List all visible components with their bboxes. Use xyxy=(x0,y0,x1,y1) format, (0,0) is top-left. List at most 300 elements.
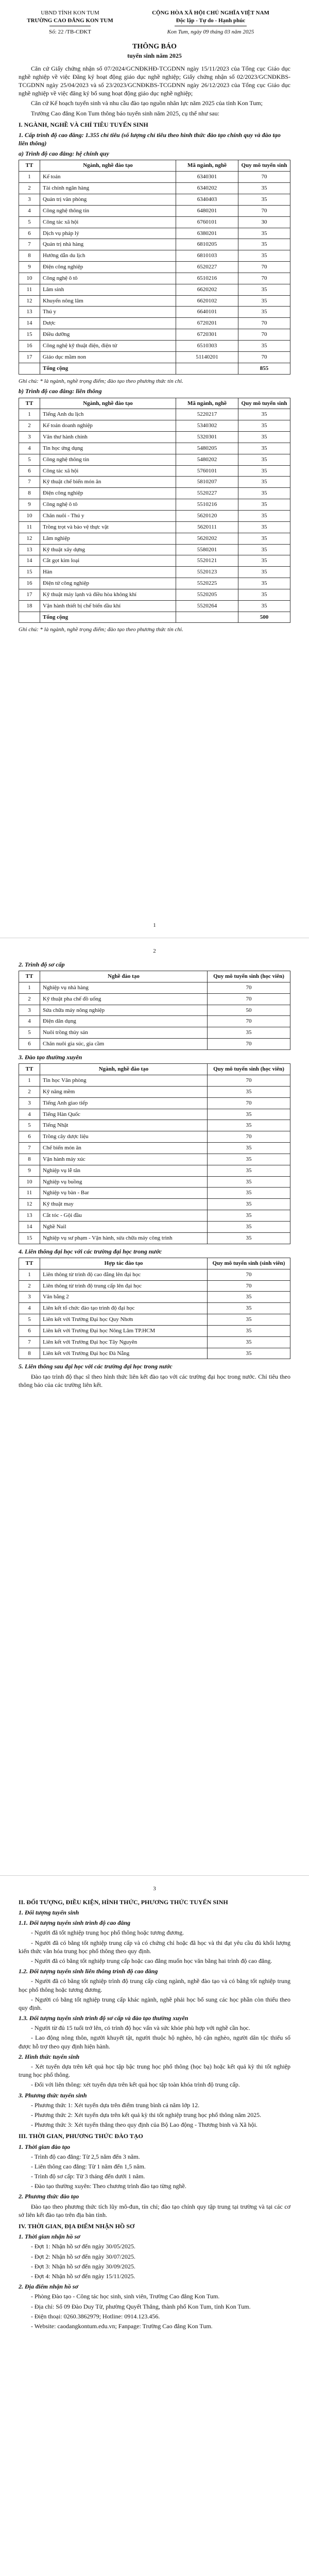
table-cell: Nghiệp vụ bàn - Bar xyxy=(40,1188,208,1199)
table-cell: Kế toán xyxy=(40,172,176,183)
table-cell: 4 xyxy=(19,1109,40,1120)
table-row xyxy=(19,1016,290,1027)
table-cell: 35 xyxy=(208,1109,290,1120)
intro-paragraph: Trường Cao đẳng Kon Tum thông báo tuyển sinh năm 2025, cụ thể như sau: xyxy=(31,109,219,117)
issuer-name: TRƯỜNG CAO ĐẲNG KON TUM xyxy=(27,17,113,24)
table-cell: 10 xyxy=(19,273,40,284)
table-cell: 6760101 xyxy=(176,216,238,228)
table-row xyxy=(19,982,290,993)
table-cell: Liên kết với Trường Đại học Tây Nguyên xyxy=(40,1336,208,1348)
table-cell: Vận hành thiết bị chế biến dầu khí xyxy=(40,600,176,612)
column-header: Hợp tác đào tạo xyxy=(40,1258,208,1269)
table-cell: 5520227 xyxy=(176,488,238,499)
table-cell: 855 xyxy=(238,363,290,374)
table-cell: Chăn nuôi - Thú y xyxy=(40,510,176,521)
table-cell: 35 xyxy=(238,432,290,443)
table-row xyxy=(19,250,290,262)
table-row xyxy=(19,329,290,341)
table-row xyxy=(19,521,290,533)
table-cell: 6340403 xyxy=(176,194,238,206)
table-body xyxy=(19,982,290,1049)
table-cell: Trồng trọt và bảo vệ thực vật xyxy=(40,521,176,533)
list-item: - Đợt 2: Nhận hồ sơ đến ngày 30/07/2025. xyxy=(31,2252,136,2260)
table-cell: 15 xyxy=(19,1232,40,1244)
list-item: - Phương thức 2: Xét tuyển dựa trên kết quả kỳ thi tốt nghiệp trung học phổ thông năm 2025. xyxy=(31,2111,262,2119)
subsection-heading: 3. Đào tạo thường xuyên xyxy=(19,1053,82,1061)
table-cell: Quản trị văn phòng xyxy=(40,194,176,206)
table-cell: 17 xyxy=(19,589,40,600)
table-row xyxy=(19,172,290,183)
table-cell: Kỹ thuật chế biến món ăn xyxy=(40,477,176,488)
table-cell: Tài chính ngân hàng xyxy=(40,183,176,194)
table-row xyxy=(19,295,290,307)
table-cell: 70 xyxy=(208,1039,290,1050)
table-cell: 35 xyxy=(208,1336,290,1348)
table-row xyxy=(19,589,290,600)
table-body xyxy=(19,409,290,623)
table-cell: Tiếng Anh du lịch xyxy=(40,409,176,420)
list-item: - Người đã có bằng tốt nghiệp trung cấp và có chứng chỉ hoặc đã học và thi đạt yêu cầu đủ khối lượng kiến thức văn hóa trung học phổ thông theo quy định. xyxy=(19,1939,290,1955)
table-cell: 35 xyxy=(238,600,290,612)
table-cell: Tổng cộng xyxy=(40,612,176,623)
table-cell: 51140201 xyxy=(176,351,238,363)
table-cell: 5220217 xyxy=(176,409,238,420)
table-cell: 70 xyxy=(238,318,290,329)
subsection-heading: 1. Thời gian đào tạo xyxy=(19,2143,71,2150)
table-cell xyxy=(19,612,40,623)
table-row xyxy=(19,1314,290,1326)
table-row xyxy=(19,533,290,544)
subsection-heading: 1.2. Đối tượng tuyển sinh liên thông trình độ cao đẳng xyxy=(19,1968,158,1975)
list-item: - Phòng Đào tạo - Công tác học sinh, sinh viên, Trường Cao đẳng Kon Tum. xyxy=(31,2293,220,2300)
table-cell: 9 xyxy=(19,499,40,511)
subsection-heading: 2. Hình thức tuyển sinh xyxy=(19,2053,80,2060)
table-cell: 70 xyxy=(238,262,290,273)
table-cell: 35 xyxy=(238,578,290,589)
table-row xyxy=(19,1303,290,1314)
table-row xyxy=(19,409,290,420)
table-university xyxy=(19,1258,290,1360)
table-cell: Chăn nuôi gia súc, gia cầm xyxy=(40,1039,208,1050)
column-header: TT xyxy=(19,160,40,172)
table-cell: 35 xyxy=(238,250,290,262)
doc-title: THÔNG BÁO xyxy=(132,42,177,50)
issuer-parent: UBND TỈNH KON TUM xyxy=(41,10,99,16)
table-cell: 18 xyxy=(19,600,40,612)
table-cell: 8 xyxy=(19,1154,40,1165)
table-cell: 35 xyxy=(208,1292,290,1303)
table-cell: 1 xyxy=(19,1075,40,1086)
table-row xyxy=(19,510,290,521)
table-cell: 7 xyxy=(19,239,40,250)
table-row xyxy=(19,1232,290,1244)
table-cell: 14 xyxy=(19,318,40,329)
table-cell: 5 xyxy=(19,216,40,228)
table-cell: 17 xyxy=(19,351,40,363)
column-header: TT xyxy=(19,971,40,982)
table-row xyxy=(19,499,290,511)
table-cell: Tin học ứng dụng xyxy=(40,443,176,454)
table-cell: Công nghệ ô tô xyxy=(40,499,176,511)
table-cell: 5340302 xyxy=(176,420,238,432)
table-cell: Công nghệ thông tin xyxy=(40,205,176,216)
table-cell: Dịch vụ pháp lý xyxy=(40,228,176,239)
page-2 xyxy=(0,938,309,1876)
table-row xyxy=(19,477,290,488)
list-item: - Đợt 4: Nhận hồ sơ đến ngày 15/11/2025. xyxy=(31,2272,135,2280)
table-cell: 11 xyxy=(19,521,40,533)
table-cell: Giáo dục mầm non xyxy=(40,351,176,363)
table-row xyxy=(19,1005,290,1016)
page-1 xyxy=(0,0,309,938)
table-cell: 13 xyxy=(19,1210,40,1222)
table-cell: Công nghệ kỹ thuật điện, điện tử xyxy=(40,340,176,351)
table-cell: 35 xyxy=(238,340,290,351)
subsection-heading: 1.3. Đối tượng tuyển sinh trình độ sơ cấp và đào tạo thường xuyên xyxy=(19,2014,188,2022)
table-cell: 1 xyxy=(19,172,40,183)
table-cell: 35 xyxy=(238,454,290,465)
table-cell: Lâm sinh xyxy=(40,284,176,295)
table-cell: Nghề Nail xyxy=(40,1221,208,1232)
table-cell: 6720301 xyxy=(176,329,238,341)
table-row xyxy=(19,1086,290,1097)
subsection-heading: b) Trình độ cao đẳng: liên thông xyxy=(19,387,102,395)
table-note: Ghi chú: * là ngành, nghề trọng điểm; đào tạo theo phương thức tín chỉ. xyxy=(19,378,183,384)
table-cell: Nghiệp vụ nhà hàng xyxy=(40,982,208,993)
table-row xyxy=(19,183,290,194)
table-cell: 500 xyxy=(238,612,290,623)
table-cell: 12 xyxy=(19,1199,40,1210)
table-cell: 7 xyxy=(19,1143,40,1154)
table-row xyxy=(19,454,290,465)
paragraph: Đào tạo theo phương thức tích lũy mô-đun, tín chỉ; đào tạo chính quy tập trung tại trường và tại các cơ sở liên kết đào tạo trên địa bàn tỉnh. xyxy=(19,2202,290,2218)
table-row xyxy=(19,612,290,623)
table-cell: 4 xyxy=(19,443,40,454)
table-cell: 70 xyxy=(208,1269,290,1280)
table-row xyxy=(19,1109,290,1120)
table-cell: Cắt gọt kim loại xyxy=(40,555,176,567)
table-cell: 13 xyxy=(19,544,40,555)
table-continuing xyxy=(19,1063,290,1244)
table-cell: 5 xyxy=(19,1027,40,1039)
table-cell: 35 xyxy=(238,589,290,600)
table-body xyxy=(19,1075,290,1244)
table-cell: 35 xyxy=(238,555,290,567)
table-cell: 35 xyxy=(238,409,290,420)
subsection-heading: 5. Liên thông sau đại học với các trường đại học trong nước xyxy=(19,1363,173,1370)
table-cell: Liên kết tổ chức đào tạo trình độ đại học xyxy=(40,1303,208,1314)
table-cell: 2 xyxy=(19,993,40,1005)
list-item: - Người đã có bằng tốt nghiệp trình độ trung cấp cùng ngành, nghề đào tạo và có bằng tốt nghiệp trung học phổ thông hoặc tương đương. xyxy=(19,1977,290,1993)
table-cell: Trồng cây dược liệu xyxy=(40,1131,208,1143)
column-header: Ngành, nghề đào tạo xyxy=(40,1064,208,1075)
table-row xyxy=(19,1075,290,1086)
list-item: - Người có bằng tốt nghiệp trung cấp khác ngành, nghề phải học bổ sung các học phần còn thiếu theo quy định. xyxy=(19,1995,290,2011)
table-cell: Chế biến món ăn xyxy=(40,1143,208,1154)
table-row xyxy=(19,1336,290,1348)
table-cell: 7 xyxy=(19,477,40,488)
table-row xyxy=(19,307,290,318)
table-cell: 35 xyxy=(208,1314,290,1326)
table-cell: 70 xyxy=(208,982,290,993)
table-cell: 11 xyxy=(19,284,40,295)
table-cell: 35 xyxy=(208,1303,290,1314)
list-item: - Điện thoại: 0260.3862979; Hotline: 0914.123.456. xyxy=(31,2312,160,2320)
table-cell: Tiếng Nhật xyxy=(40,1120,208,1131)
table-cell: Công tác xã hội xyxy=(40,216,176,228)
table-cell: Kỹ năng mềm xyxy=(40,1086,208,1097)
table-cell: 5 xyxy=(19,1314,40,1326)
table-cell: 6810205 xyxy=(176,239,238,250)
table-cell: 5320301 xyxy=(176,432,238,443)
table-cell: 70 xyxy=(238,329,290,341)
table-cell: 6 xyxy=(19,465,40,477)
page-3 xyxy=(0,1875,309,2576)
list-item: - Người đã tốt nghiệp trung học phổ thông hoặc tương đương. xyxy=(31,1929,184,1937)
subsection-heading: 3. Phương thức tuyển sinh xyxy=(19,2091,87,2099)
table-cell: 70 xyxy=(208,1075,290,1086)
table-cell: 15 xyxy=(19,329,40,341)
table-cell: 35 xyxy=(208,1176,290,1188)
list-item: - Đối với liên thông: xét tuyển dựa trên kết quả học tập toàn khóa trình độ trung cấp. xyxy=(31,2081,240,2089)
table-elementary xyxy=(19,971,290,1050)
table-cell: 3 xyxy=(19,432,40,443)
table-cell: 2 xyxy=(19,1280,40,1292)
table-cell: 7 xyxy=(19,1336,40,1348)
table-cell: 35 xyxy=(238,295,290,307)
table-cell: Tổng cộng xyxy=(40,363,176,374)
table-cell: 35 xyxy=(238,284,290,295)
table-cell: 70 xyxy=(208,993,290,1005)
table-row xyxy=(19,488,290,499)
table-cell: 35 xyxy=(238,194,290,206)
column-header: TT xyxy=(19,1064,40,1075)
table-cell: Hàn xyxy=(40,567,176,578)
table-cell: Tin học Văn phòng xyxy=(40,1075,208,1086)
table-cell: Kỹ thuật máy lạnh và điều hòa không khí xyxy=(40,589,176,600)
intro-paragraph: Căn cứ Giấy chứng nhận số 07/2024/GCNĐKHĐ-TCGDNN ngày 15/11/2023 của Tổng cục Giáo dục nghề nghiệp về việc Đăng ký hoạt động giáo dục nghề nghiệp; Giấy chứng nhận số 02/2023/GCNĐKBS-TCGDNN ngày 25/04/2023 và số 23/2023/GCNĐKBS-TCGDNN ngày 26/12/2023 của Tổng cục Giáo dục nghề nghiệp về việc đăng ký bổ sung hoạt động giáo dục nghề nghiệp; xyxy=(19,64,290,97)
table-cell: Dược xyxy=(40,318,176,329)
table-cell: 5480205 xyxy=(176,443,238,454)
table-cell: 70 xyxy=(238,205,290,216)
table-cell: 35 xyxy=(238,465,290,477)
list-item: - Phương thức 3: Xét tuyển thẳng theo quy định của Bộ Lao động - Thương binh và Xã hội. xyxy=(31,2121,258,2129)
list-item: - Đợt 1: Nhận hồ sơ đến ngày 30/05/2025. xyxy=(31,2243,136,2250)
table-row xyxy=(19,600,290,612)
table-cell: 5520121 xyxy=(176,555,238,567)
list-item: - Trình độ sơ cấp: Từ 3 tháng đến dưới 1 năm. xyxy=(31,2173,145,2180)
table-row xyxy=(19,578,290,589)
table-cell: Liên kết với Trường Đại học Quy Nhơn xyxy=(40,1314,208,1326)
table-cell: Điều dưỡng xyxy=(40,329,176,341)
table-cell: 4 xyxy=(19,205,40,216)
table-cell: Công tác xã hội xyxy=(40,465,176,477)
column-header: Quy mô tuyển sinh (học viên) xyxy=(208,971,290,982)
table-note: Ghi chú: * là ngành, nghề trọng điểm; đào tạo theo phương thức tín chỉ. xyxy=(19,626,183,633)
table-cell: 5520123 xyxy=(176,567,238,578)
table-cell: Công nghệ thông tin xyxy=(40,454,176,465)
table-cell: 1 xyxy=(19,982,40,993)
table-row xyxy=(19,1097,290,1109)
table-cell xyxy=(176,612,238,623)
table-row xyxy=(19,544,290,555)
subsection-heading: 2. Phương thức đào tạo xyxy=(19,2193,79,2200)
table-cell: 1 xyxy=(19,409,40,420)
table-row xyxy=(19,1188,290,1199)
table-cell: 35 xyxy=(238,228,290,239)
table-cell: 35 xyxy=(208,1232,290,1244)
section-heading: IV. THỜI GIAN, ĐỊA ĐIỂM NHẬN HỒ SƠ xyxy=(19,2223,135,2230)
list-item: - Xét tuyển dựa trên kết quả học tập bậc trung học phổ thông (học bạ) hoặc kết quả kỳ thi tốt nghiệp trung học phổ thông. xyxy=(19,2063,290,2079)
table-cell: 70 xyxy=(238,351,290,363)
table-cell: 12 xyxy=(19,533,40,544)
subsection-heading: 4. Liên thông đại học với các trường đại học trong nước xyxy=(19,1247,162,1255)
table-cell: 5520225 xyxy=(176,578,238,589)
table-cell: 13 xyxy=(19,307,40,318)
list-item: - Website: caodangkontum.edu.vn; Fanpage: Trường Cao đẳng Kon Tum. xyxy=(31,2322,213,2330)
table-cell: 15 xyxy=(19,567,40,578)
table-cell: 5620111 xyxy=(176,521,238,533)
list-item: - Liên thông cao đẳng: Từ 1 năm đến 1,5 năm. xyxy=(31,2162,146,2170)
doc-date: Kon Tum, ngày 09 tháng 03 năm 2025 xyxy=(167,28,254,35)
table-cell: Kỹ thuật pha chế đồ uống xyxy=(40,993,208,1005)
table-cell: 5 xyxy=(19,1120,40,1131)
table-cell: 6520227 xyxy=(176,262,238,273)
table-cell: 16 xyxy=(19,578,40,589)
table-cell: Nghiệp vụ lễ tân xyxy=(40,1165,208,1176)
table-cell: 6 xyxy=(19,228,40,239)
table-cell: 35 xyxy=(208,1027,290,1039)
table-college-regular xyxy=(19,160,290,374)
table-cell: 6510303 xyxy=(176,340,238,351)
table-cell: Điện công nghiệp xyxy=(40,262,176,273)
list-item: - Người từ đủ 15 tuổi trở lên, có trình độ học vấn và sức khỏe phù hợp với nghề cần học. xyxy=(31,2024,250,2032)
page-number: 1 xyxy=(153,922,156,929)
table-row xyxy=(19,273,290,284)
table-cell: 35 xyxy=(238,533,290,544)
table-row xyxy=(19,351,290,363)
table-cell: 10 xyxy=(19,1176,40,1188)
table-row xyxy=(19,1199,290,1210)
table-cell: Kế toán doanh nghiệp xyxy=(40,420,176,432)
table-cell: 12 xyxy=(19,295,40,307)
column-header: Quy mô tuyển sinh (học viên) xyxy=(208,1064,290,1075)
table-row xyxy=(19,567,290,578)
table-row xyxy=(19,216,290,228)
table-cell: Tiếng Anh giao tiếp xyxy=(40,1097,208,1109)
nation-motto: Độc lập - Tự do - Hạnh phúc xyxy=(176,17,246,24)
table-cell: Liên kết với Trường Đại học Đà Nẵng xyxy=(40,1348,208,1359)
list-item: - Phương thức 1: Xét tuyển dựa trên điểm trung bình cả năm lớp 12. xyxy=(31,2101,200,2109)
column-header: Ngành, nghề đào tạo xyxy=(40,398,176,409)
table-cell: 6340202 xyxy=(176,183,238,194)
table-row xyxy=(19,1143,290,1154)
table-cell: 4 xyxy=(19,1303,40,1314)
subsection-heading: 2. Trình độ sơ cấp xyxy=(19,960,65,968)
table-cell: 5520264 xyxy=(176,600,238,612)
column-header: Quy mô tuyển sinh xyxy=(238,398,290,409)
column-header: Nghề đào tạo xyxy=(40,971,208,982)
table-row xyxy=(19,205,290,216)
table-cell: 14 xyxy=(19,555,40,567)
table-row xyxy=(19,432,290,443)
paragraph: Đào tạo trình độ thạc sĩ theo hình thức liên kết đào tạo với các trường đại học trong nước. Chỉ tiêu theo thông báo của các trường liên kết. xyxy=(19,1372,290,1388)
table-cell: 35 xyxy=(238,510,290,521)
table-cell: 35 xyxy=(238,420,290,432)
column-header: Mã ngành, nghề xyxy=(176,398,238,409)
table-cell: 35 xyxy=(208,1199,290,1210)
list-item: - Đào tạo thường xuyên: Theo chương trình đào tạo từng nghề. xyxy=(31,2182,186,2190)
table-row xyxy=(19,465,290,477)
table-body xyxy=(19,172,290,374)
column-header: Ngành, nghề đào tạo xyxy=(40,160,176,172)
table-cell: 6810103 xyxy=(176,250,238,262)
subsection-heading: 1.1. Đối tượng tuyển sinh trình độ cao đẳng xyxy=(19,1919,131,1927)
document-header xyxy=(19,9,290,36)
column-header: TT xyxy=(19,1258,40,1269)
table-cell: Quản trị nhà hàng xyxy=(40,239,176,250)
table-cell: 2 xyxy=(19,183,40,194)
list-item: - Trình độ cao đẳng: Từ 2,5 năm đến 3 năm. xyxy=(31,2153,140,2160)
table-cell: 35 xyxy=(238,499,290,511)
table-row xyxy=(19,1120,290,1131)
table-cell: Cắt tóc - Gội đầu xyxy=(40,1210,208,1222)
table-cell: 6640101 xyxy=(176,307,238,318)
table-row xyxy=(19,420,290,432)
list-item: - Đợt 3: Nhận hồ sơ đến ngày 30/09/2025. xyxy=(31,2262,136,2270)
table-cell: 35 xyxy=(208,1221,290,1232)
table-cell: Liên kết với Trường Đại học Nông Lâm TP.HCM xyxy=(40,1325,208,1336)
table-row xyxy=(19,1027,290,1039)
table-cell: 5 xyxy=(19,454,40,465)
table-cell: 3 xyxy=(19,194,40,206)
table-row xyxy=(19,284,290,295)
table-cell: 35 xyxy=(238,544,290,555)
page-number: 3 xyxy=(153,1886,156,1892)
table-cell: 35 xyxy=(208,1143,290,1154)
table-cell: 1 xyxy=(19,1269,40,1280)
column-header: TT xyxy=(19,398,40,409)
table-row xyxy=(19,239,290,250)
table-row xyxy=(19,1280,290,1292)
subsection-heading: 2. Địa điểm nhận hồ sơ xyxy=(19,2283,78,2291)
table-cell: 35 xyxy=(208,1325,290,1336)
table-cell: Điện dân dụng xyxy=(40,1016,208,1027)
table-cell: 5620120 xyxy=(176,510,238,521)
table-body xyxy=(19,1269,290,1359)
doc-subtitle: tuyển sinh năm 2025 xyxy=(127,52,182,60)
table-cell: 2 xyxy=(19,1086,40,1097)
table-cell: 6720201 xyxy=(176,318,238,329)
page-number: 2 xyxy=(153,948,156,954)
table-cell: 9 xyxy=(19,1165,40,1176)
table-row xyxy=(19,443,290,454)
table-cell: 6620102 xyxy=(176,295,238,307)
table-cell: 30 xyxy=(238,216,290,228)
table-cell xyxy=(19,363,40,374)
table-cell: 5580201 xyxy=(176,544,238,555)
table-cell xyxy=(176,363,238,374)
table-row xyxy=(19,1131,290,1143)
table-college-bridge xyxy=(19,398,290,623)
table-cell: 70 xyxy=(208,1131,290,1143)
table-cell: 6620202 xyxy=(176,284,238,295)
table-cell: Lâm nghiệp xyxy=(40,533,176,544)
table-cell: 70 xyxy=(208,1097,290,1109)
table-cell: Điện công nghiệp xyxy=(40,488,176,499)
table-cell: Tiếng Hàn Quốc xyxy=(40,1109,208,1120)
table-cell: Kỹ thuật may xyxy=(40,1199,208,1210)
